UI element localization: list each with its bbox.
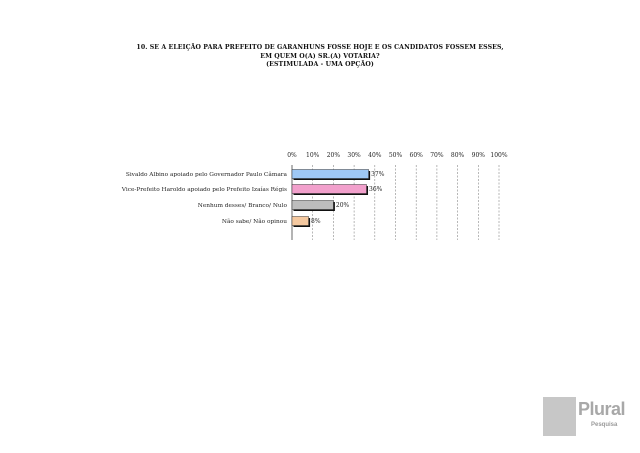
x-tick-label: 0%	[287, 152, 297, 159]
chart-title-line-1: 10. SE A ELEIÇÃO PARA PREFEITO DE GARANHUNS FOSSE HOJE E OS CANDIDATOS FOSSEM ESSES,	[136, 44, 504, 51]
x-tick-label: 60%	[409, 152, 423, 159]
bar	[292, 170, 369, 179]
bar	[292, 185, 367, 194]
x-tick-label: 100%	[490, 152, 508, 159]
x-tick-label: 80%	[450, 152, 465, 159]
category-label: Sivaldo Albino apoiado pelo Governador Paulo Câmara	[125, 172, 287, 178]
plural-logo	[543, 397, 625, 436]
data-label: 37%	[371, 171, 385, 179]
x-tick-label: 20%	[326, 152, 341, 159]
data-label: 20%	[335, 202, 350, 210]
logo-word: Plural	[578, 399, 626, 419]
logo-box	[543, 397, 576, 436]
chart-title-line-2: EM QUEM O(A) SR.(A) VOTARIA?	[260, 52, 380, 60]
logo-sub: Pesquisa	[591, 422, 618, 428]
category-label: Não sabe/ Não opinou	[221, 219, 287, 225]
category-label: Vice-Prefeito Haroldo apoiado pelo Prefeito Izaías Régis	[121, 187, 287, 193]
x-tick-label: 90%	[471, 152, 485, 159]
bar	[292, 201, 333, 210]
category-label: Nenhum desses/ Branco/ Nulo	[197, 203, 287, 209]
data-label: 36%	[369, 186, 383, 194]
chart-title-line-3: (ESTIMULADA - UMA OPÇÃO)	[266, 61, 374, 68]
bar	[292, 217, 309, 226]
data-label: 8%	[311, 218, 321, 226]
x-tick-label: 40%	[368, 152, 382, 159]
x-tick-label: 10%	[306, 152, 320, 159]
x-tick-label: 70%	[430, 152, 444, 159]
x-tick-label: 50%	[388, 152, 403, 159]
x-tick-label: 30%	[347, 152, 361, 159]
